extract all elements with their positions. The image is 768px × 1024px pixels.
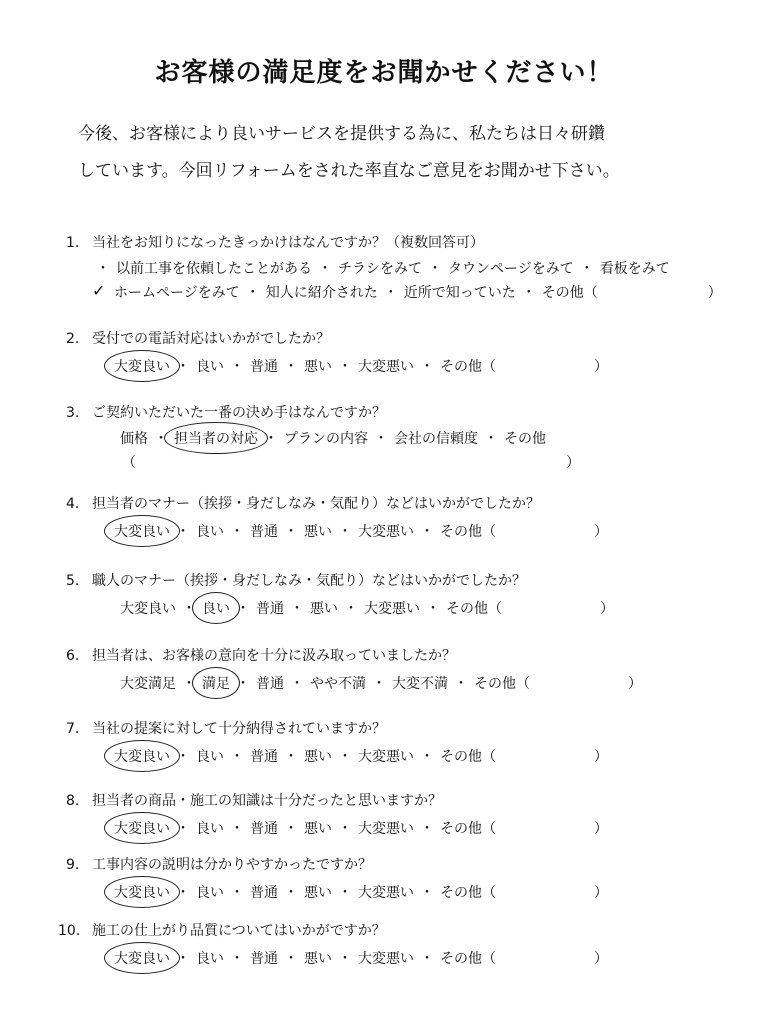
- separator: ・: [176, 749, 190, 765]
- separator: ・: [176, 524, 190, 540]
- option-very-bad[interactable]: 大変悪い: [358, 821, 414, 837]
- question-4-options: [112, 521, 608, 541]
- intro-line-1: 今後、お客様により良いサービスを提供する為に、私たちは日々研鑽: [78, 124, 605, 144]
- close-paren: ）: [594, 821, 608, 837]
- option-good[interactable]: 良い: [196, 885, 224, 901]
- option-other[interactable]: その他（: [446, 601, 502, 617]
- separator: ・: [230, 885, 244, 901]
- question-3-options: [118, 428, 548, 448]
- separator: ・: [338, 749, 352, 765]
- separator: ・: [154, 431, 168, 447]
- option-bad[interactable]: 悪い: [304, 749, 332, 765]
- option-staff-response[interactable]: 担当者の対応: [172, 428, 260, 448]
- option-good[interactable]: 良い: [196, 951, 224, 967]
- option-average[interactable]: 普通: [250, 885, 278, 901]
- question-label: 当社の提案に対して十分納得されていますか？: [92, 721, 386, 737]
- option-plan-content[interactable]: プランの内容: [284, 431, 368, 447]
- separator: ・: [264, 431, 278, 447]
- separator: ・: [338, 359, 352, 375]
- question-number: 7.: [66, 721, 80, 737]
- close-paren: ）: [594, 359, 608, 375]
- option-previous-work[interactable]: 以前工事を依頼したことがある: [116, 261, 312, 277]
- option-very-bad[interactable]: 大変悪い: [364, 601, 420, 617]
- separator: ・: [236, 676, 250, 692]
- page-title: お客様の満足度をお聞かせください！: [154, 58, 614, 88]
- question-number: 6.: [66, 648, 80, 664]
- separator: ・: [454, 676, 468, 692]
- question-number: 4.: [66, 496, 80, 512]
- option-other[interactable]: その他: [504, 431, 546, 447]
- separator: ・: [182, 601, 196, 617]
- separator: ・: [236, 601, 250, 617]
- separator: ・: [284, 749, 298, 765]
- question-label: 担当者のマナー（挨拶・身だしなみ・気配り）などはいかがでしたか？: [92, 496, 540, 512]
- question-number: 3.: [66, 405, 80, 421]
- option-very-good[interactable]: 大変良い: [112, 818, 172, 838]
- separator: ・: [420, 951, 434, 967]
- separator: ・: [338, 524, 352, 540]
- option-very-dissatisfied[interactable]: 大変不満: [392, 676, 448, 692]
- option-other[interactable]: その他（: [440, 749, 496, 765]
- option-very-good[interactable]: 大変良い: [112, 746, 172, 766]
- question-number: 8.: [66, 793, 80, 809]
- question-10-options: [112, 948, 608, 968]
- question-7-options: [112, 746, 608, 766]
- option-signboard[interactable]: 看板をみて: [599, 261, 670, 277]
- question-label: 職人のマナー（挨拶・身だしなみ・気配り）などはいかがでしたか？: [92, 573, 526, 589]
- separator: ・: [420, 359, 434, 375]
- option-bad[interactable]: 悪い: [310, 601, 338, 617]
- separator: ・: [383, 285, 398, 301]
- checkmark-icon: ✓: [92, 281, 106, 300]
- close-paren: ）: [566, 455, 580, 471]
- close-paren: ）: [594, 524, 608, 540]
- open-paren: （: [122, 455, 136, 471]
- question-6-options: [118, 673, 642, 693]
- option-average[interactable]: 普通: [250, 359, 278, 375]
- question-8-options: [112, 818, 608, 838]
- question-label: 工事内容の説明は分かりやすかったですか？: [92, 857, 372, 873]
- question-label: 受付での電話対応はいかがでしたか？: [92, 331, 330, 347]
- question-6-text: [66, 645, 456, 665]
- question-10-text: [58, 920, 386, 940]
- option-very-bad[interactable]: 大変悪い: [358, 524, 414, 540]
- separator: ・: [245, 285, 260, 301]
- question-label: ご契約いただいた一番の決め手はなんですか？: [92, 405, 386, 421]
- option-bad[interactable]: 悪い: [304, 821, 332, 837]
- question-label: 施工の仕上がり品質についてはいかがですか？: [92, 923, 386, 939]
- question-label: 当社をお知りになったきっかけはなんですか？（複数回答可）: [92, 235, 484, 251]
- option-other[interactable]: その他（: [440, 524, 496, 540]
- separator: ・: [230, 749, 244, 765]
- separator: ・: [182, 676, 196, 692]
- option-neighborhood[interactable]: 近所で知っていた: [403, 285, 516, 301]
- option-satisfied[interactable]: 満足: [200, 673, 232, 693]
- question-1-options-row-2: [112, 282, 722, 302]
- separator: ・: [284, 524, 298, 540]
- intro-line-2: しています。今回リフォームをされた率直なご意見をお聞かせ下さい。: [78, 161, 620, 181]
- separator: ・: [428, 261, 442, 277]
- separator: ・: [176, 885, 190, 901]
- option-good[interactable]: 良い: [196, 524, 224, 540]
- separator: ・: [420, 749, 434, 765]
- option-other[interactable]: その他（: [440, 885, 496, 901]
- question-3-other-line: [122, 452, 580, 472]
- question-5-options: [118, 598, 614, 618]
- option-very-bad[interactable]: 大変悪い: [358, 359, 414, 375]
- separator: ・: [290, 601, 304, 617]
- separator: ・: [284, 821, 298, 837]
- option-good[interactable]: 良い: [200, 598, 232, 618]
- question-4-text: [66, 493, 540, 513]
- separator: ・: [338, 885, 352, 901]
- question-9-text: [66, 854, 372, 874]
- question-2-text: [66, 328, 330, 348]
- close-paren: ）: [594, 885, 608, 901]
- close-paren: ）: [628, 676, 642, 692]
- option-bad[interactable]: 悪い: [304, 359, 332, 375]
- option-price[interactable]: 価格: [120, 431, 148, 447]
- option-bad[interactable]: 悪い: [304, 524, 332, 540]
- separator: ・: [372, 676, 386, 692]
- separator: ・: [230, 821, 244, 837]
- option-average[interactable]: 普通: [256, 601, 284, 617]
- option-very-bad[interactable]: 大変悪い: [358, 951, 414, 967]
- option-very-good[interactable]: 大変良い: [112, 948, 172, 968]
- option-other[interactable]: その他（: [440, 951, 496, 967]
- option-other[interactable]: その他（: [440, 359, 496, 375]
- option-flyer[interactable]: チラシをみて: [338, 261, 422, 277]
- separator: ・: [420, 821, 434, 837]
- separator: ・: [230, 524, 244, 540]
- option-very-good[interactable]: 大変良い: [112, 356, 172, 376]
- option-very-satisfied[interactable]: 大変満足: [120, 676, 176, 692]
- question-number: 5.: [66, 573, 80, 589]
- intro-paragraph: [78, 116, 718, 190]
- option-other[interactable]: その他（: [440, 821, 496, 837]
- question-number: 1.: [66, 235, 80, 251]
- option-good[interactable]: 良い: [196, 359, 224, 375]
- question-8-text: [66, 790, 442, 810]
- question-label: 担当者は、お客様の意向を十分に汲み取っていましたか？: [92, 648, 456, 664]
- separator: ・: [284, 951, 298, 967]
- option-very-bad[interactable]: 大変悪い: [358, 885, 414, 901]
- question-2-options: [112, 356, 608, 376]
- option-town-page[interactable]: タウンページをみて: [448, 261, 574, 277]
- question-label: 担当者の商品・施工の知識は十分だったと思いますか？: [92, 793, 442, 809]
- option-very-good[interactable]: 大変良い: [112, 882, 172, 902]
- option-average[interactable]: 普通: [250, 524, 278, 540]
- option-good[interactable]: 良い: [196, 749, 224, 765]
- option-very-bad[interactable]: 大変悪い: [358, 749, 414, 765]
- separator: ・: [284, 359, 298, 375]
- option-referral[interactable]: 知人に紹介された: [265, 285, 378, 301]
- separator: ・: [318, 261, 332, 277]
- option-other[interactable]: その他（: [474, 676, 530, 692]
- separator: ・: [230, 951, 244, 967]
- separator: ・: [579, 261, 594, 277]
- separator: ・: [420, 524, 434, 540]
- question-number: 2.: [66, 331, 80, 347]
- option-average[interactable]: 普通: [256, 676, 284, 692]
- close-paren: ）: [594, 951, 608, 967]
- separator: ・: [521, 285, 536, 301]
- question-1-options-row-1: [92, 258, 672, 278]
- close-paren: ）: [707, 285, 722, 301]
- option-homepage[interactable]: ホームページをみて: [114, 285, 240, 301]
- option-average[interactable]: 普通: [250, 749, 278, 765]
- option-somewhat-dissatisfied[interactable]: やや不満: [310, 676, 366, 692]
- close-paren: ）: [594, 749, 608, 765]
- separator: ・: [290, 676, 304, 692]
- separator: ・: [338, 951, 352, 967]
- option-company-trust[interactable]: 会社の信頼度: [394, 431, 478, 447]
- separator: ・: [230, 359, 244, 375]
- option-good[interactable]: 良い: [196, 821, 224, 837]
- option-average[interactable]: 普通: [250, 951, 278, 967]
- option-average[interactable]: 普通: [250, 821, 278, 837]
- option-very-good[interactable]: 大変良い: [112, 521, 172, 541]
- separator: ・: [176, 951, 190, 967]
- option-other[interactable]: その他（: [541, 285, 598, 301]
- option-bad[interactable]: 悪い: [304, 885, 332, 901]
- question-5-text: [66, 570, 526, 590]
- option-very-good[interactable]: 大変良い: [120, 601, 176, 617]
- separator: ・: [176, 359, 190, 375]
- close-paren: ）: [600, 601, 614, 617]
- question-1-text: [66, 232, 484, 252]
- question-number: 10.: [58, 923, 81, 939]
- separator: ・: [176, 821, 190, 837]
- separator: ・: [420, 885, 434, 901]
- question-number: 9.: [66, 857, 80, 873]
- separator: ・: [96, 261, 110, 277]
- separator: ・: [338, 821, 352, 837]
- option-bad[interactable]: 悪い: [304, 951, 332, 967]
- separator: ・: [344, 601, 358, 617]
- separator: ・: [374, 431, 388, 447]
- question-7-text: [66, 718, 386, 738]
- question-3-text: [66, 402, 386, 422]
- separator: ・: [484, 431, 498, 447]
- question-9-options: [112, 882, 608, 902]
- separator: ・: [426, 601, 440, 617]
- separator: ・: [284, 885, 298, 901]
